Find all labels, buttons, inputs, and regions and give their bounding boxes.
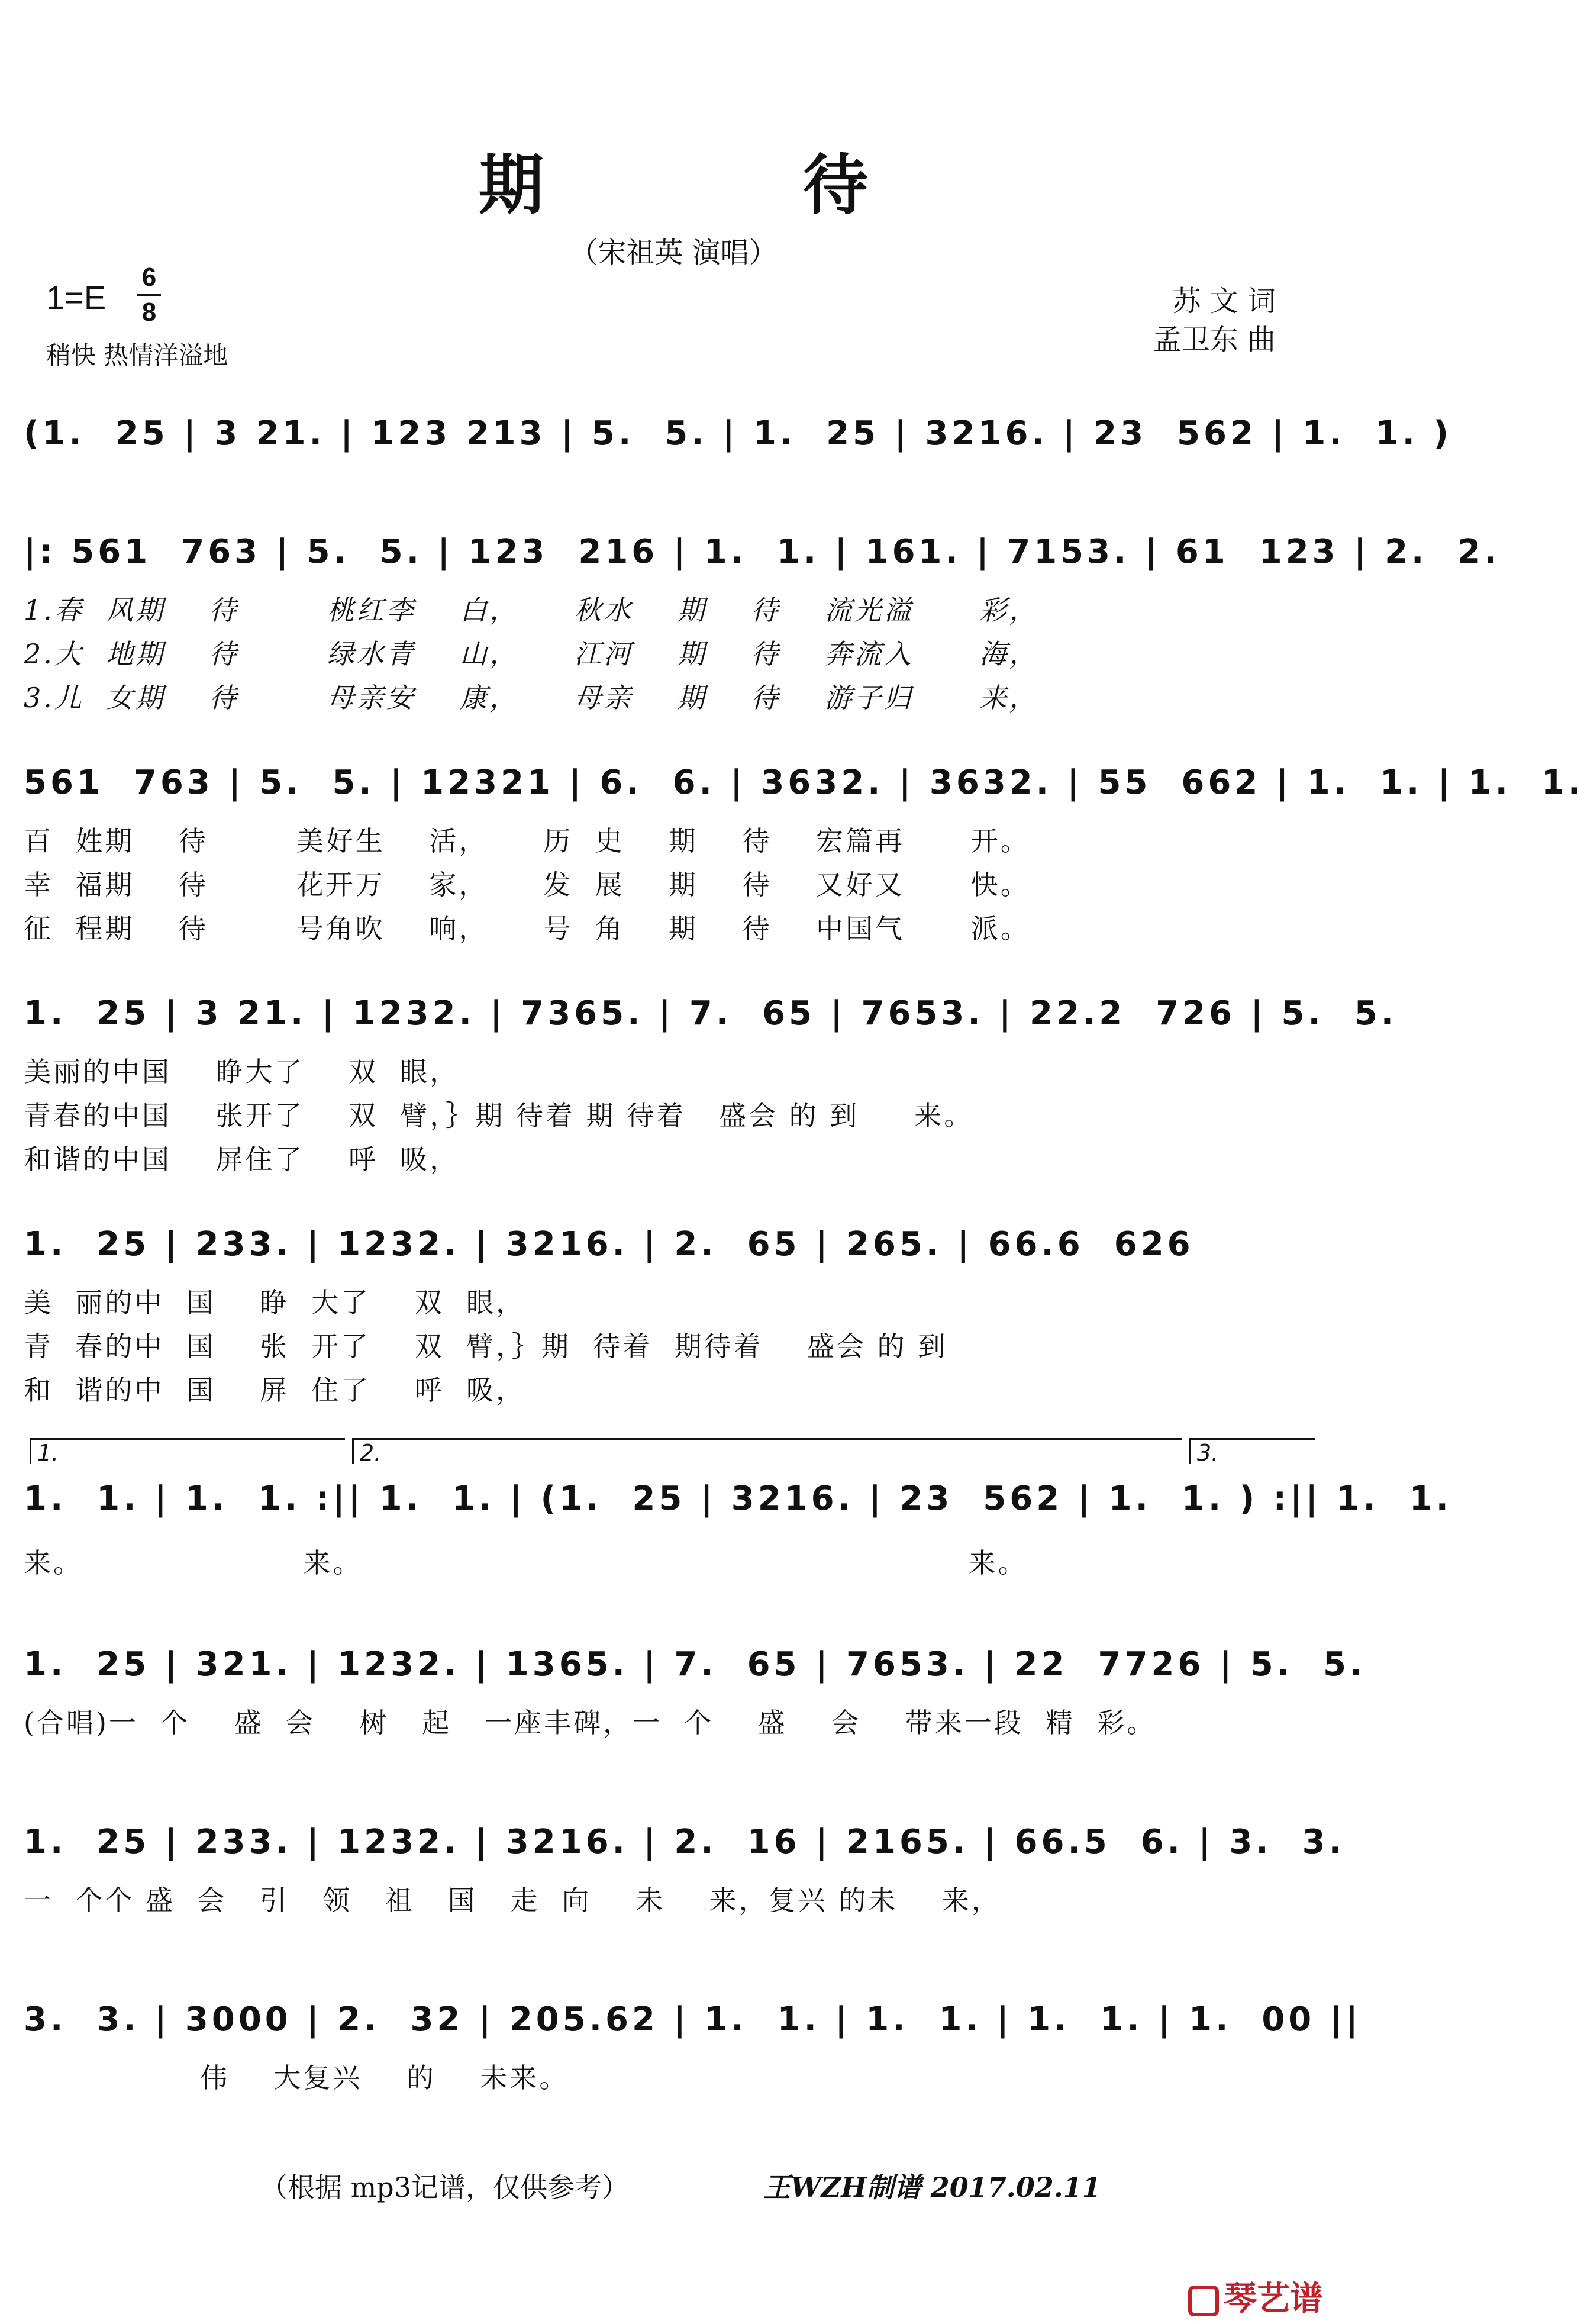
notation-line: (1. 25 | 3 21. | 123 213 | 5. 5. | 1. 25 | 3216. | 23 562 | 1. 1. ) xyxy=(24,414,1452,453)
score-system-6 xyxy=(24,1438,1452,1581)
lyric-verse-1: 百 姓期 待 美好生 活， 历 史 期 待 宏篇再 开。 xyxy=(24,825,1030,857)
lyric-verse-1: 美 丽的中 国 睁 大了 双 眼， xyxy=(24,1287,525,1319)
meter-bottom: 8 xyxy=(141,298,157,327)
lyric-line: (合唱)一 个 盛 会 树 起 一座丰碑，一 个 盛 会 带来一段 精 彩。 xyxy=(24,1707,1157,1739)
lyricist-credit: 苏 文 词 xyxy=(1172,285,1276,318)
lyric-verse-2: 幸 福期 待 花开万 家， 发 展 期 待 又好又 快。 xyxy=(24,869,1030,901)
transcriber-credit: 王WZH制谱 2017.02.11 xyxy=(763,2171,1101,2203)
lyric-verse-2: 青 春的中 国 张 开了 双 臂，｝期 待着 期待着 盛会 的 到 xyxy=(24,1330,948,1362)
notation-line: 561 763 | 5. 5. | 12321 | 6. 6. | 3632. | 3632. | 55 662 | 1. 1. | 1. 1. xyxy=(24,763,1584,802)
score-system-9 xyxy=(24,2000,1362,2096)
lyric-verse-1: 美丽的中国 睁大了 双 眼， xyxy=(24,1056,460,1088)
notation-line: 3. 3. | 3000 | 2. 32 | 205.62 | 1. 1. | 1. 1. | 1. 1. | 1. 00 || xyxy=(24,2000,1362,2039)
volta-bracket-1: 1. xyxy=(30,1438,345,1464)
lyric-verse-3: 3.儿 女期 待 母亲安 康， 母亲 期 待 游子归 来， xyxy=(24,682,1039,714)
tempo-marking: 稍快 热情洋溢地 xyxy=(46,341,228,370)
meter-divider xyxy=(137,294,161,296)
composer-credit: 孟卫东 曲 xyxy=(1153,323,1276,356)
lyric-verse-3: 和 谐的中 国 屏 住了 呼 吸， xyxy=(24,1374,525,1406)
notation-line: 1. 25 | 233. | 1232. | 3216. | 2. 65 | 265. | 66.6 626 xyxy=(24,1225,1194,1263)
singer-credit: （宋祖英 演唱） xyxy=(569,236,778,269)
logo-mark-icon xyxy=(1188,2286,1219,2316)
lyric-verse-3: 征 程期 待 号角吹 响， 号 角 期 待 中国气 派。 xyxy=(24,913,1030,945)
score-system-3 xyxy=(24,763,1584,946)
notation-line: 1. 25 | 3 21. | 1232. | 7365. | 7. 65 | 7653. | 22.2 726 | 5. 5. xyxy=(24,994,1398,1033)
meter-top: 6 xyxy=(141,263,157,292)
score-system-1 xyxy=(24,414,1452,453)
score-system-4 xyxy=(24,994,1398,1177)
song-title: 期 待 xyxy=(478,147,987,223)
score-system-5 xyxy=(24,1225,1325,1408)
lyric-verse-2: 2.大 地期 待 绿水青 山， 江河 期 待 奔流入 海， xyxy=(24,638,1039,670)
notation-line: 1. 25 | 233. | 1232. | 3216. | 2. 16 | 2165. | 66.5 6. | 3. 3. xyxy=(24,1823,1345,1861)
notation-line: 1. 25 | 321. | 1232. | 1365. | 7. 65 | 7653. | 22 7726 | 5. 5. xyxy=(24,1645,1366,1684)
lyric-line: 伟 大复兴 的 未来。 xyxy=(24,2062,569,2094)
score-system-8 xyxy=(24,1823,1345,1918)
lyric-line: 来。 来。 来。 xyxy=(24,1547,1028,1579)
site-logo xyxy=(1188,2273,1323,2320)
lyric-line: 一 个个 盛 会 引 领 祖 国 走 向 未 来，复兴 的未 来， xyxy=(24,1884,1001,1916)
time-signature xyxy=(137,263,161,327)
lyric-verse-3: 和谐的中国 屏住了 呼 吸， xyxy=(24,1143,460,1175)
notation-line: |: 561 763 | 5. 5. | 123 216 | 1. 1. | 161. | 7153. | 61 123 | 2. 2. xyxy=(24,533,1501,571)
volta-bracket-3: 3. xyxy=(1189,1438,1315,1464)
notation-line: 1. 1. | 1. 1. :|| 1. 1. | (1. 25 | 3216. | 23 562 | 1. 1. ) :|| 1. 1. xyxy=(24,1480,1452,1518)
score-system-7 xyxy=(24,1645,1366,1740)
transcription-note: （根据 mp3记谱，仅供参考） xyxy=(260,2171,629,2203)
lyric-verse-2: 青春的中国 张开了 双 臂，｝期 待着 期 待着 盛会 的 到 来。 xyxy=(24,1100,974,1132)
volta-bracket-2: 2. xyxy=(352,1438,1182,1464)
key-signature: 1=E xyxy=(46,279,107,316)
logo-text: 琴艺谱 xyxy=(1224,2280,1323,2318)
lyric-verse-1: 1.春 风期 待 桃红李 白， 秋水 期 待 流光溢 彩， xyxy=(24,594,1039,626)
score-system-2 xyxy=(24,533,1501,715)
